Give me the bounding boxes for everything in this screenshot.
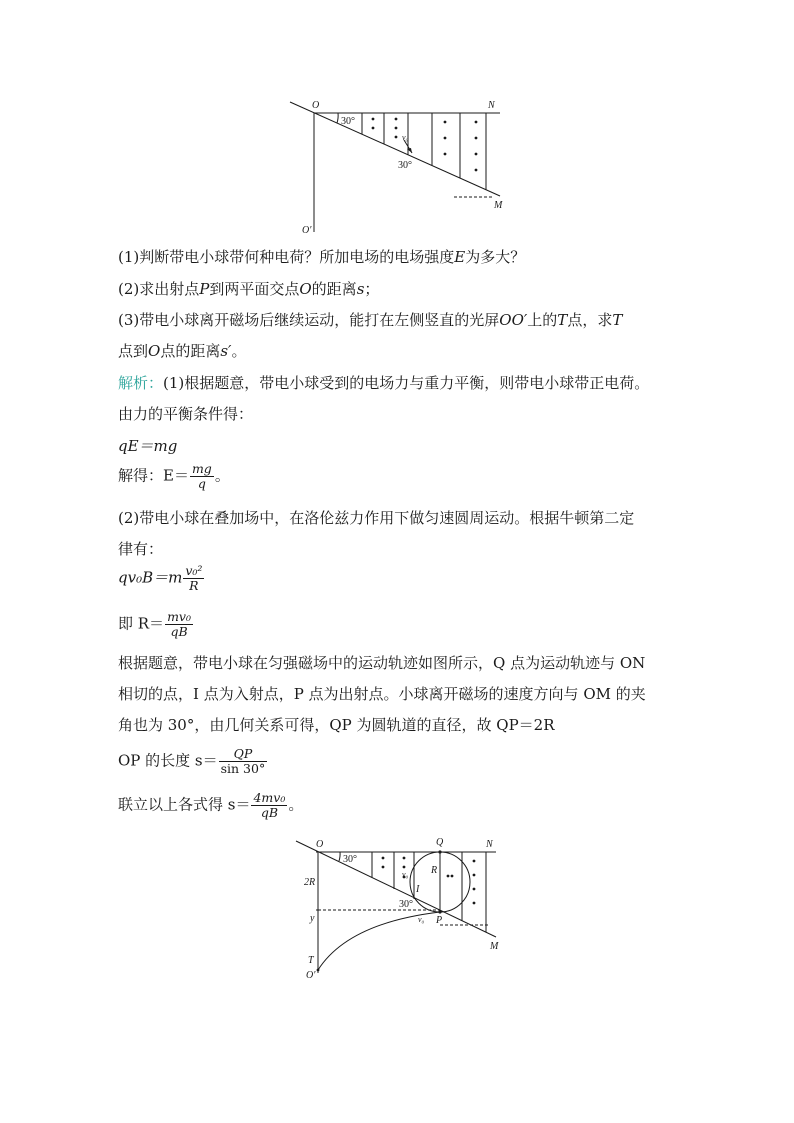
q3-part-4: 点到 [118,342,149,360]
q3-part-3: 点，求 [567,311,613,329]
equation-radius [118,610,194,639]
fraction-numerator: mg [191,461,212,476]
q1-prefix: (1)判断带电小球带何种电荷？所加电场的电场强度 [118,248,455,266]
solution-text-1: (1)根据题意，带电小球受到的电场力与重力平衡，则带电小球带正电荷。 [163,374,650,392]
fraction-mv0-qb [165,610,193,639]
label-p: P [436,915,443,926]
label-t: T [308,955,314,966]
solution-line-2: 由力的平衡条件得： [118,405,254,423]
eq-s-end: 。 [288,795,304,814]
label-q: Q [436,837,444,848]
eq-lorentz-prefix: qv₀B＝m [118,568,183,587]
label-n: N [488,100,495,111]
eq-s-prefix: 联立以上各式得 s＝ [118,795,251,814]
angle-arc-top [339,852,340,861]
fraction-denominator: R [189,578,199,593]
label-r: R [431,865,438,876]
label-v0-in: v₀ [402,870,409,879]
q3-part-5: 点的距离 [160,342,221,360]
eq-op-prefix: OP 的长度 s＝ [118,751,218,770]
fraction-denominator: sin 30° [220,761,266,776]
q2-part-2: 到两平面交点 [209,280,300,298]
solution-line-6: 相切的点，I 点为入射点，P 点为出射点。小球离开磁场的速度方向与 OM 的夹 [118,685,646,703]
equation-lorentz [118,564,205,593]
boundary-om [296,841,496,937]
q2-part-1: (2)求出射点 [118,280,200,298]
eq-e-prefix: 解得：E＝ [118,466,189,485]
label-v0: v₀ [402,133,409,142]
label-y: y [310,913,315,924]
q3-var-oo: OO′ [499,311,528,329]
question-3-line-2 [118,340,246,362]
solution-line-3: (2)带电小球在叠加场中，在洛伦兹力作用下做匀速圆周运动。根据牛顿第二定 [118,509,635,527]
solution-line-5: 根据题意，带电小球在匀强磁场中的运动轨迹如图所示，Q 点为运动轨迹与 ON [118,654,646,672]
figure-2-svg [288,833,518,983]
eq-e-end: 。 [214,466,230,485]
fraction-v0sq-r [183,564,204,593]
equation-s-result [118,791,303,820]
label-o-prime: O′ [306,970,316,981]
boundary-om [290,102,500,196]
q3-var-t2: T [612,311,623,329]
q3-var-s-prime: s′ [220,342,232,360]
q3-var-t: T [557,311,568,329]
fraction-numerator: v₀² [185,563,203,578]
label-v0-out: v₀ [418,915,425,924]
question-3-line-1 [118,309,622,331]
label-m: M [490,941,499,952]
fraction-mg-q [190,462,214,491]
equation-op [118,747,268,776]
fraction-denominator: q [197,476,206,491]
label-angle-top: 30° [343,854,357,865]
fraction-denominator: qB [170,624,188,639]
q1-var-e: E [454,248,466,266]
fraction-numerator: QP [219,747,268,762]
field-dots [372,118,478,172]
fraction-numerator: 4mv₀ [253,790,286,805]
figure-1-svg [280,92,520,242]
figure-1 [280,92,520,242]
label-angle-top: 30° [341,116,355,127]
q3-part-2: 上的 [527,311,558,329]
fraction-numerator: mv₀ [167,609,191,624]
equation-qe-mg: qE＝mg [118,437,178,455]
label-angle-mid: 30° [399,899,413,910]
label-o-prime: O′ [302,225,312,236]
q2-end: ； [364,280,380,298]
fraction-denominator: qB [260,805,278,820]
q2-part-3: 的距离 [311,280,357,298]
label-i: I [416,884,420,895]
solution-label: 解析： [118,374,164,392]
angle-arc-top [337,113,338,123]
label-m: M [494,200,503,211]
fraction-4mv0-qb [251,791,287,820]
question-2 [118,278,379,300]
q3-part-1: (3)带电小球离开磁场后继续运动，能打在左侧竖直的光屏 [118,311,500,329]
label-2r: 2R [304,877,316,888]
label-n: N [486,839,493,850]
eq-radius-prefix: 即 R＝ [118,614,165,633]
equation-e [118,462,230,491]
q2-var-o: O [299,280,312,298]
fraction-qp-sin30 [219,747,268,776]
question-1 [118,246,525,268]
figure-2 [288,833,518,983]
q1-suffix: 为多大？ [465,248,526,266]
solution-line-7: 角也为 30°，由几何关系可得，QP 为圆轨道的直径，故 QP＝2R [118,716,555,734]
q3-var-o: O [148,342,161,360]
field-dots [317,850,476,971]
label-angle-mid: 30° [398,160,412,171]
label-o: O [316,839,324,850]
solution-line-4: 律有： [118,540,164,558]
q3-end: 。 [231,342,247,360]
label-o: O [312,100,320,111]
q2-var-p: P [199,280,210,298]
solution-line-1 [118,372,649,394]
q2-var-s: s [356,280,365,298]
